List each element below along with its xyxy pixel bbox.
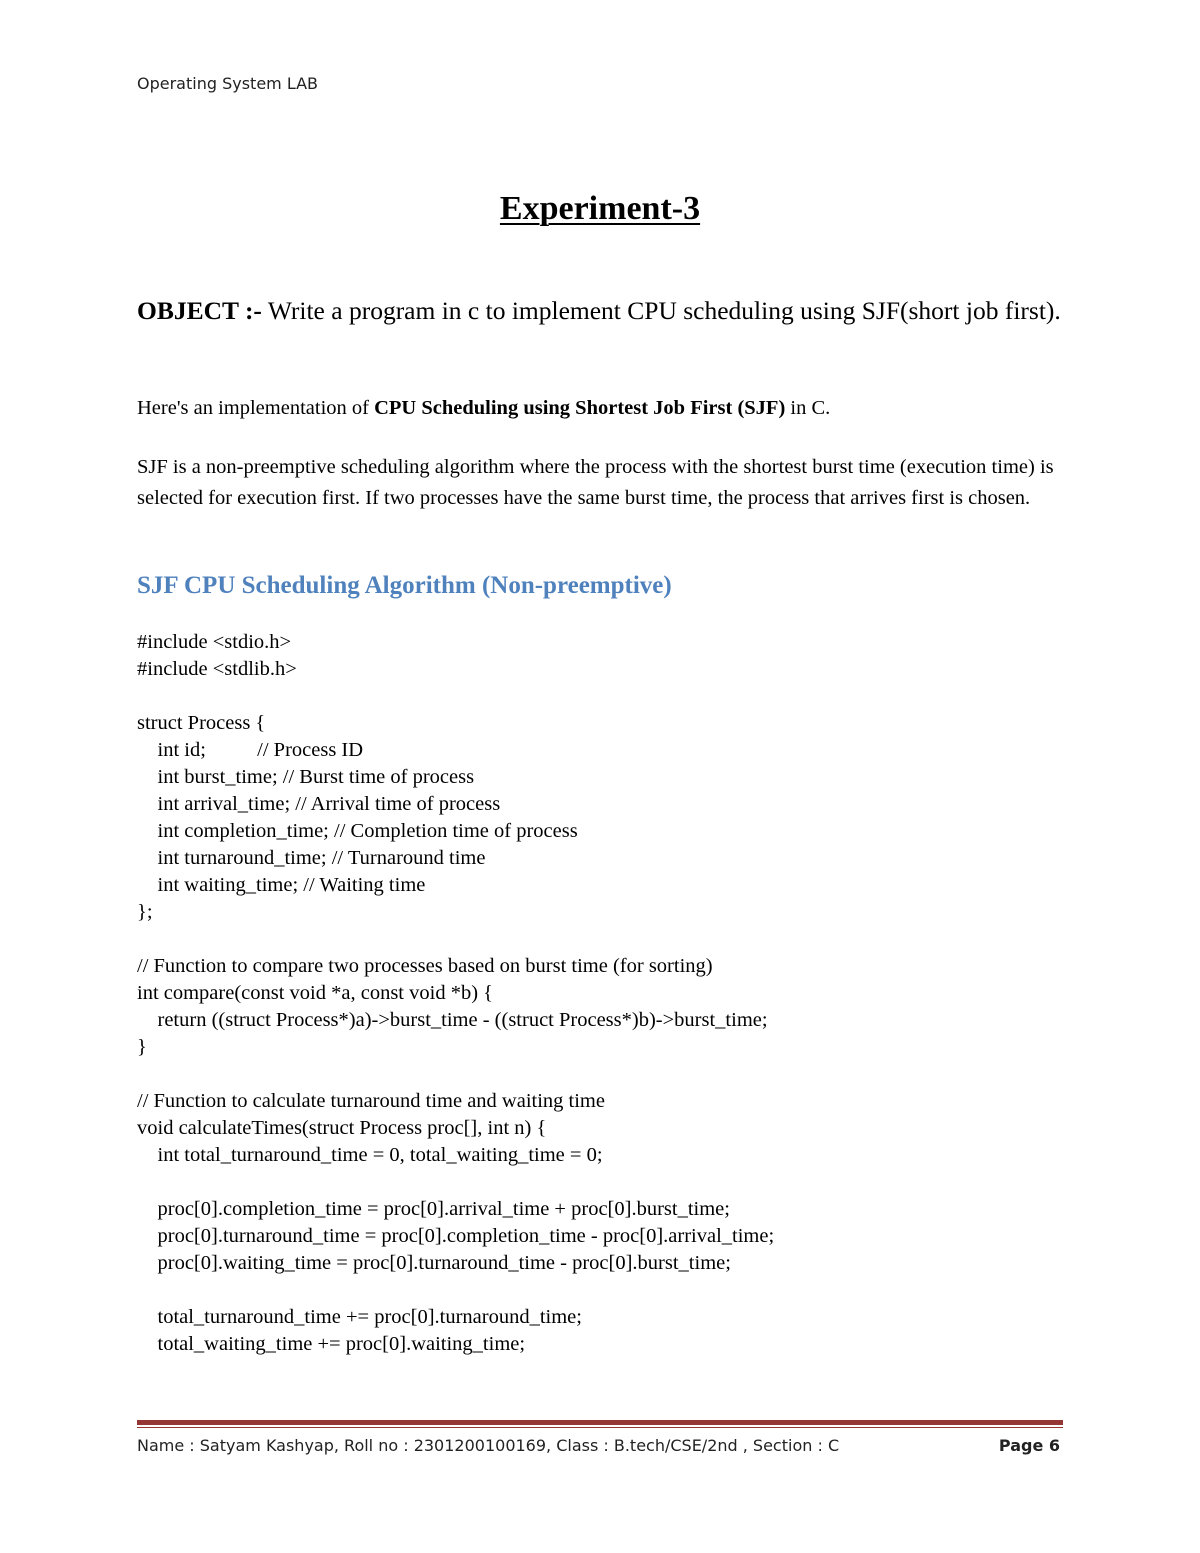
code-line: total_turnaround_time += proc[0].turnaround_time; bbox=[137, 1306, 582, 1328]
description-paragraph: SJF is a non-preemptive scheduling algorithm where the process with the shortest burst time (execution time) is selected for execution first. If two processes have the same burst time, the process that arrives first is chosen. bbox=[137, 456, 1054, 509]
code-line: int compare(const void *a, const void *b) { bbox=[137, 982, 493, 1004]
code-line bbox=[137, 926, 1077, 953]
code-line: // Function to calculate turnaround time and waiting time bbox=[137, 1090, 605, 1112]
code-line: int burst_time; // Burst time of process bbox=[137, 766, 475, 788]
page-title: Experiment-3 bbox=[499, 190, 701, 227]
object-statement bbox=[137, 293, 1067, 329]
code-line: void calculateTimes(struct Process proc[], int n) { bbox=[137, 1117, 547, 1139]
intro-prefix: Here's an implementation of bbox=[137, 397, 375, 419]
code-line: #include <stdio.h> bbox=[137, 631, 292, 653]
code-line: int total_turnaround_time = 0, total_waiting_time = 0; bbox=[137, 1144, 603, 1166]
object-label: OBJECT :- bbox=[137, 296, 262, 325]
code-line: proc[0].turnaround_time = proc[0].completion_time - proc[0].arrival_time; bbox=[137, 1225, 775, 1247]
code-line: int turnaround_time; // Turnaround time bbox=[137, 847, 486, 869]
page-number: Page 6 bbox=[998, 1436, 1060, 1455]
code-line: proc[0].waiting_time = proc[0].turnaround_time - proc[0].burst_time; bbox=[137, 1252, 731, 1274]
code-line: }; bbox=[137, 901, 153, 923]
object-text: Write a program in c to implement CPU scheduling using SJF(short job first). bbox=[261, 296, 1061, 325]
code-line bbox=[137, 1277, 1077, 1304]
code-line: #include <stdlib.h> bbox=[137, 658, 297, 680]
code-line bbox=[137, 1061, 1077, 1088]
code-line: int completion_time; // Completion time of process bbox=[137, 820, 578, 842]
code-line: return ((struct Process*)a)->burst_time - ((struct Process*)b)->burst_time; bbox=[137, 1009, 768, 1031]
section-heading: SJF CPU Scheduling Algorithm (Non-preemptive) bbox=[137, 572, 672, 599]
code-line: total_waiting_time += proc[0].waiting_time; bbox=[137, 1333, 526, 1355]
intro-suffix: in C. bbox=[785, 397, 831, 419]
footer-student-info: Name : Satyam Kashyap, Roll no : 2301200100169, Class : B.tech/CSE/2nd , Section : C bbox=[137, 1436, 840, 1455]
code-line: } bbox=[137, 1036, 147, 1058]
code-block bbox=[137, 629, 1077, 1358]
intro-paragraph bbox=[137, 393, 830, 423]
page-header: Operating System LAB bbox=[137, 74, 319, 93]
code-line bbox=[137, 1169, 1077, 1196]
footer-rule bbox=[137, 1420, 1063, 1425]
code-line: int arrival_time; // Arrival time of process bbox=[137, 793, 501, 815]
intro-bold: CPU Scheduling using Shortest Job First (SJF) bbox=[374, 397, 786, 419]
footer-rule-thin bbox=[137, 1427, 1063, 1428]
code-line: int waiting_time; // Waiting time bbox=[137, 874, 426, 896]
code-line: proc[0].completion_time = proc[0].arrival_time + proc[0].burst_time; bbox=[137, 1198, 730, 1220]
code-line: struct Process { bbox=[137, 712, 266, 734]
code-line bbox=[137, 683, 1077, 710]
code-line: // Function to compare two processes based on burst time (for sorting) bbox=[137, 955, 713, 977]
code-line: int id; // Process ID bbox=[137, 739, 364, 761]
